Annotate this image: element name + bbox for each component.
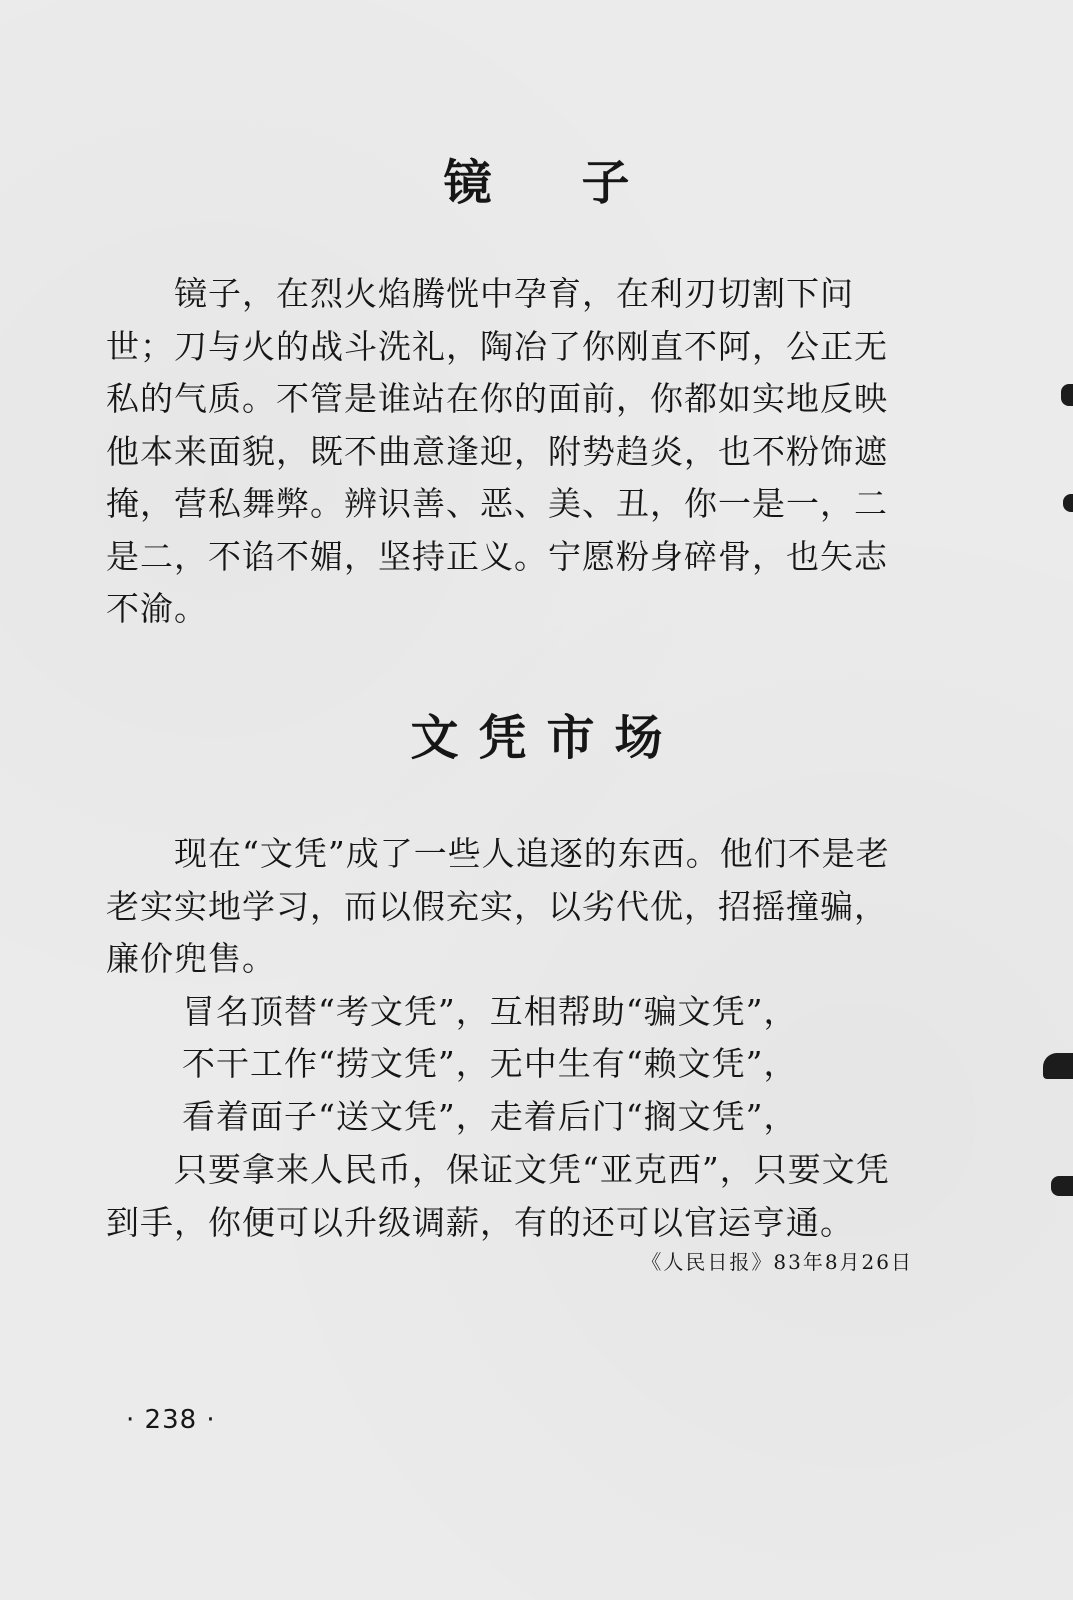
binding-mark — [1063, 494, 1073, 512]
verse-line: 冒名顶替“考文凭”，互相帮助“骗文凭”， — [182, 992, 798, 1031]
page-number: · 238 · — [126, 1405, 216, 1435]
verse-line: 不干工作“捞文凭”，无中生有“赖文凭”， — [182, 1044, 798, 1083]
section-title-mirror: 镜子 — [443, 155, 720, 211]
source-citation: 《人民日报》83年8月26日 — [641, 1250, 913, 1274]
verse-line: 看着面子“送文凭”，走着后门“搁文凭”， — [182, 1097, 798, 1136]
binding-mark — [1051, 1176, 1073, 1196]
binding-mark — [1043, 1053, 1073, 1079]
section-intro-diploma-market: 现在“文凭”成了一些人追逐的东西。他们不是老老实实地学习，而以假充实，以劣代优，招摇撞骗，廉价兜售。 — [106, 834, 890, 978]
section-closing-diploma-market: 只要拿来人民币，保证文凭“亚克西”，只要文凭到手，你便可以升级调薪，有的还可以官运亨通。 — [106, 1150, 890, 1242]
binding-mark — [1061, 384, 1073, 406]
section-body-mirror: 镜子，在烈火焰腾恍中孕育，在利刃切割下问世；刀与火的战斗洗礼，陶冶了你刚直不阿，公正无私的气质。不管是谁站在你的面前，你都如实地反映他本来面貌，既不曲意逢迎，附势趋炎，也不粉饰遮掩，营私舞弊。辨识善、恶、美、丑，你一是一，二是二，不谄不媚，坚持正义。宁愿粉身碎骨，也矢志不渝。 — [106, 274, 888, 628]
section-title-diploma-market: 文凭市场 — [410, 710, 683, 766]
